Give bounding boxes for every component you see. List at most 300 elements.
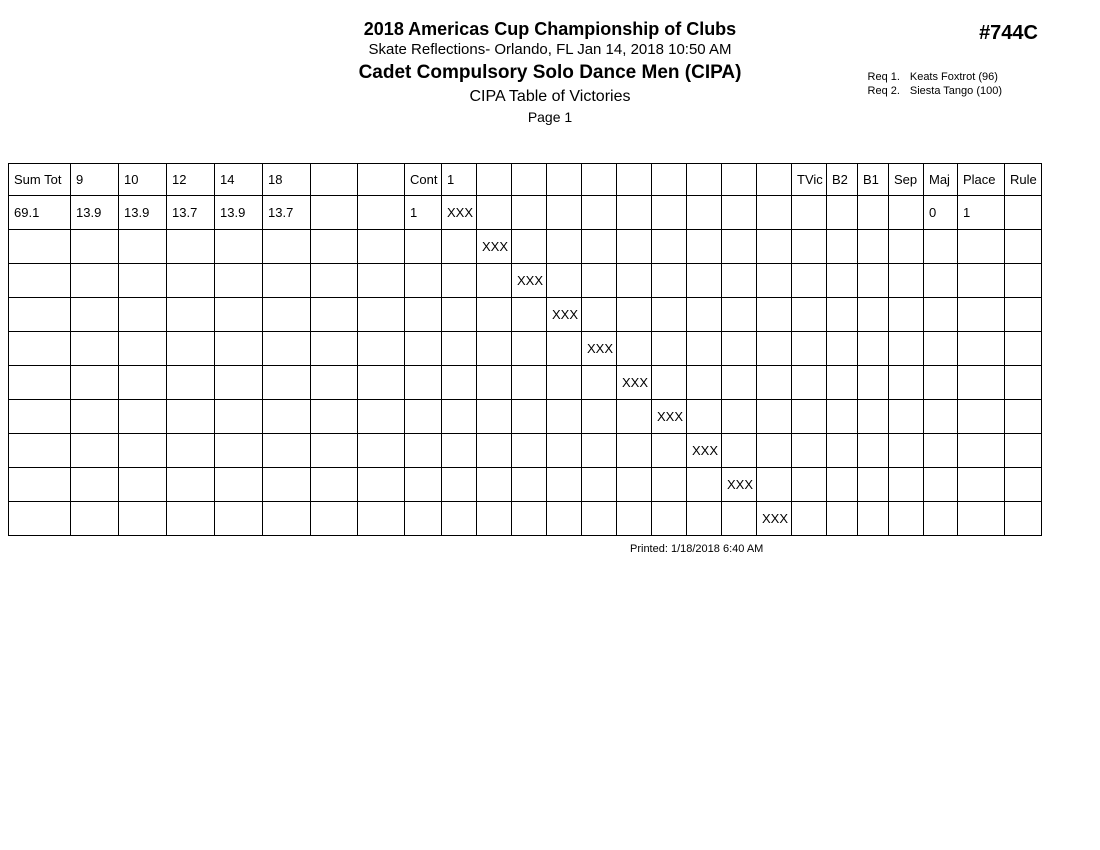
cell-maj xyxy=(924,264,958,298)
cell-c9 xyxy=(722,196,757,230)
column-header-b2: B2 xyxy=(827,164,858,196)
cell-blank1 xyxy=(311,230,358,264)
cell-sumtot xyxy=(9,468,71,502)
column-header-rule: Rule xyxy=(1005,164,1042,196)
cell-j10 xyxy=(119,468,167,502)
cell-sep xyxy=(889,196,924,230)
cell-j10 xyxy=(119,366,167,400)
cell-c10 xyxy=(757,298,792,332)
cell-tvic xyxy=(792,196,827,230)
cell-c9 xyxy=(722,366,757,400)
cell-sumtot xyxy=(9,298,71,332)
cell-c8: XXX xyxy=(687,434,722,468)
column-header-sumtot: Sum Tot xyxy=(9,164,71,196)
table-row xyxy=(9,264,1042,298)
cell-c6 xyxy=(617,298,652,332)
cell-j14 xyxy=(215,366,263,400)
cell-c7 xyxy=(652,298,687,332)
cell-c1: XXX xyxy=(442,196,477,230)
column-header-j12: 12 xyxy=(167,164,215,196)
column-header-sep: Sep xyxy=(889,164,924,196)
cell-blank2 xyxy=(358,196,405,230)
cell-place xyxy=(958,366,1005,400)
cell-c3 xyxy=(512,196,547,230)
cell-rule xyxy=(1005,298,1042,332)
requirement-item xyxy=(868,84,1002,98)
cell-maj xyxy=(924,332,958,366)
cell-c3 xyxy=(512,468,547,502)
cell-j14 xyxy=(215,468,263,502)
cell-j18 xyxy=(263,502,311,536)
cell-c10 xyxy=(757,230,792,264)
cell-j12 xyxy=(167,332,215,366)
cell-c3 xyxy=(512,230,547,264)
cell-j10 xyxy=(119,502,167,536)
column-header-j10: 10 xyxy=(119,164,167,196)
cell-b2 xyxy=(827,366,858,400)
cell-b2 xyxy=(827,434,858,468)
cell-c5 xyxy=(582,468,617,502)
cell-c2 xyxy=(477,400,512,434)
cell-rule xyxy=(1005,230,1042,264)
cell-place: 1 xyxy=(958,196,1005,230)
cell-rule xyxy=(1005,502,1042,536)
cell-j18 xyxy=(263,298,311,332)
cell-place xyxy=(958,332,1005,366)
cell-sumtot xyxy=(9,332,71,366)
table-row xyxy=(9,332,1042,366)
cell-j9 xyxy=(71,264,119,298)
cell-j9 xyxy=(71,434,119,468)
cell-place xyxy=(958,298,1005,332)
table-row xyxy=(9,366,1042,400)
cell-c4 xyxy=(547,366,582,400)
cell-rule xyxy=(1005,400,1042,434)
cell-c5 xyxy=(582,366,617,400)
cell-j12 xyxy=(167,434,215,468)
cell-j12 xyxy=(167,468,215,502)
cell-blank1 xyxy=(311,298,358,332)
cell-j12 xyxy=(167,366,215,400)
cell-j10 xyxy=(119,264,167,298)
cell-c10 xyxy=(757,434,792,468)
cell-c1 xyxy=(442,434,477,468)
report-subtitle: CIPA Table of Victories xyxy=(469,88,631,105)
cell-c6 xyxy=(617,196,652,230)
cell-maj xyxy=(924,400,958,434)
cell-tvic xyxy=(792,230,827,264)
cell-b2 xyxy=(827,298,858,332)
cell-b1 xyxy=(858,298,889,332)
cell-c9 xyxy=(722,264,757,298)
cell-c6 xyxy=(617,434,652,468)
cell-maj xyxy=(924,434,958,468)
cell-j10 xyxy=(119,434,167,468)
cell-b1 xyxy=(858,400,889,434)
cell-j12 xyxy=(167,264,215,298)
printed-timestamp: Printed: 1/18/2018 6:40 AM xyxy=(630,543,764,555)
cell-j9 xyxy=(71,298,119,332)
cell-j14 xyxy=(215,400,263,434)
cell-c4 xyxy=(547,332,582,366)
cell-place xyxy=(958,264,1005,298)
cell-c6 xyxy=(617,468,652,502)
cell-c9 xyxy=(722,434,757,468)
cell-j18 xyxy=(263,332,311,366)
cell-c1 xyxy=(442,298,477,332)
cell-c5 xyxy=(582,230,617,264)
competition-venue-datetime: Skate Reflections- Orlando, FL Jan 14, 2018 10:50 AM xyxy=(368,41,732,58)
cell-c7 xyxy=(652,264,687,298)
cell-blank2 xyxy=(358,264,405,298)
cell-c1 xyxy=(442,468,477,502)
cell-sep xyxy=(889,298,924,332)
cell-tvic xyxy=(792,332,827,366)
cell-c10: XXX xyxy=(757,502,792,536)
cell-c7 xyxy=(652,230,687,264)
cell-tvic xyxy=(792,400,827,434)
cell-c4: XXX xyxy=(547,298,582,332)
cell-blank2 xyxy=(358,298,405,332)
cell-place xyxy=(958,502,1005,536)
requirement-text: Keats Foxtrot (96) xyxy=(909,71,998,83)
cell-c4 xyxy=(547,434,582,468)
cell-c1 xyxy=(442,400,477,434)
cell-b2 xyxy=(827,468,858,502)
column-header-b1: B1 xyxy=(858,164,889,196)
cell-c5 xyxy=(582,196,617,230)
cell-c9 xyxy=(722,230,757,264)
cell-c2 xyxy=(477,434,512,468)
cell-tvic xyxy=(792,502,827,536)
cell-c7: XXX xyxy=(652,400,687,434)
cell-j18 xyxy=(263,400,311,434)
cell-cont: 1 xyxy=(405,196,442,230)
cell-j18 xyxy=(263,468,311,502)
cell-c3: XXX xyxy=(512,264,547,298)
cell-j18 xyxy=(263,434,311,468)
cell-j9 xyxy=(71,468,119,502)
cell-c6 xyxy=(617,400,652,434)
table-row xyxy=(9,468,1042,502)
cell-c5 xyxy=(582,298,617,332)
column-header-blank2 xyxy=(358,164,405,196)
cell-c3 xyxy=(512,434,547,468)
cell-c8 xyxy=(687,400,722,434)
requirement-text: Siesta Tango (100) xyxy=(909,85,1002,97)
cell-c8 xyxy=(687,264,722,298)
cell-c8 xyxy=(687,298,722,332)
cell-c8 xyxy=(687,502,722,536)
cell-sumtot xyxy=(9,366,71,400)
column-header-c9 xyxy=(722,164,757,196)
cell-sep xyxy=(889,468,924,502)
cell-j10 xyxy=(119,332,167,366)
column-header-j14: 14 xyxy=(215,164,263,196)
cell-c4 xyxy=(547,468,582,502)
cell-rule xyxy=(1005,434,1042,468)
cell-j10 xyxy=(119,298,167,332)
cell-sep xyxy=(889,366,924,400)
cell-b1 xyxy=(858,434,889,468)
cell-b2 xyxy=(827,264,858,298)
cell-sep xyxy=(889,434,924,468)
cell-blank2 xyxy=(358,366,405,400)
cell-sumtot xyxy=(9,230,71,264)
cell-c4 xyxy=(547,400,582,434)
cell-cont xyxy=(405,502,442,536)
cell-j12: 13.7 xyxy=(167,196,215,230)
cell-j9 xyxy=(71,332,119,366)
cell-c6 xyxy=(617,230,652,264)
cell-j14 xyxy=(215,502,263,536)
cell-rule xyxy=(1005,332,1042,366)
cell-b1 xyxy=(858,332,889,366)
cell-b1 xyxy=(858,230,889,264)
cell-c7 xyxy=(652,434,687,468)
cell-c7 xyxy=(652,502,687,536)
table-body xyxy=(9,196,1042,536)
cell-c2 xyxy=(477,298,512,332)
cell-c8 xyxy=(687,366,722,400)
column-header-maj: Maj xyxy=(924,164,958,196)
cell-blank2 xyxy=(358,332,405,366)
cell-j14: 13.9 xyxy=(215,196,263,230)
cell-rule xyxy=(1005,196,1042,230)
cell-j18 xyxy=(263,230,311,264)
cell-sumtot xyxy=(9,264,71,298)
cell-sep xyxy=(889,400,924,434)
cell-blank2 xyxy=(358,468,405,502)
cell-b2 xyxy=(827,196,858,230)
cell-place xyxy=(958,434,1005,468)
cell-j10 xyxy=(119,400,167,434)
cell-c6 xyxy=(617,502,652,536)
cell-c6 xyxy=(617,264,652,298)
cell-blank1 xyxy=(311,468,358,502)
requirement-label: Req xyxy=(867,85,888,97)
column-header-c8 xyxy=(687,164,722,196)
table-row xyxy=(9,400,1042,434)
cell-c9 xyxy=(722,298,757,332)
cell-blank2 xyxy=(358,400,405,434)
cell-b2 xyxy=(827,230,858,264)
cell-c8 xyxy=(687,196,722,230)
cell-j12 xyxy=(167,230,215,264)
competition-title: 2018 Americas Cup Championship of Clubs xyxy=(363,19,737,39)
cell-rule xyxy=(1005,468,1042,502)
cell-cont xyxy=(405,366,442,400)
cell-sep xyxy=(889,264,924,298)
cell-c7 xyxy=(652,468,687,502)
cell-place xyxy=(958,400,1005,434)
cell-c10 xyxy=(757,264,792,298)
cell-maj xyxy=(924,468,958,502)
cell-maj xyxy=(924,230,958,264)
cell-place xyxy=(958,230,1005,264)
table-header-row xyxy=(9,164,1042,196)
column-header-j18: 18 xyxy=(263,164,311,196)
cell-c9 xyxy=(722,332,757,366)
cell-blank2 xyxy=(358,502,405,536)
requirement-item xyxy=(868,70,1002,84)
cell-c1 xyxy=(442,230,477,264)
cell-c4 xyxy=(547,264,582,298)
cell-c2 xyxy=(477,502,512,536)
column-header-blank1 xyxy=(311,164,358,196)
column-header-c6 xyxy=(617,164,652,196)
cell-maj: 0 xyxy=(924,196,958,230)
cell-j10 xyxy=(119,230,167,264)
table-row xyxy=(9,502,1042,536)
requirement-number: 2. xyxy=(890,85,900,97)
cell-c2 xyxy=(477,196,512,230)
cell-place xyxy=(958,468,1005,502)
cell-j9 xyxy=(71,502,119,536)
cell-j9 xyxy=(71,366,119,400)
cell-c3 xyxy=(512,332,547,366)
cell-blank2 xyxy=(358,434,405,468)
cell-blank1 xyxy=(311,366,358,400)
cell-c5 xyxy=(582,400,617,434)
cell-maj xyxy=(924,298,958,332)
cell-cont xyxy=(405,264,442,298)
cell-blank1 xyxy=(311,502,358,536)
cell-c10 xyxy=(757,366,792,400)
cell-sep xyxy=(889,502,924,536)
cell-cont xyxy=(405,230,442,264)
cell-cont xyxy=(405,468,442,502)
cell-c6 xyxy=(617,332,652,366)
cell-c5 xyxy=(582,434,617,468)
cell-blank1 xyxy=(311,400,358,434)
cell-c7 xyxy=(652,332,687,366)
cell-sumtot: 69.1 xyxy=(9,196,71,230)
cell-c4 xyxy=(547,502,582,536)
cell-c6: XXX xyxy=(617,366,652,400)
cell-c5: XXX xyxy=(582,332,617,366)
cell-c7 xyxy=(652,196,687,230)
cell-tvic xyxy=(792,366,827,400)
cell-j14 xyxy=(215,230,263,264)
cell-c1 xyxy=(442,332,477,366)
cell-c1 xyxy=(442,366,477,400)
cell-c8 xyxy=(687,230,722,264)
cell-b1 xyxy=(858,264,889,298)
column-header-j9: 9 xyxy=(71,164,119,196)
cell-maj xyxy=(924,366,958,400)
cell-sumtot xyxy=(9,434,71,468)
cell-cont xyxy=(405,400,442,434)
cell-blank2 xyxy=(358,230,405,264)
cell-cont xyxy=(405,434,442,468)
cell-b2 xyxy=(827,502,858,536)
column-header-c2 xyxy=(477,164,512,196)
cell-c1 xyxy=(442,502,477,536)
table-head xyxy=(9,164,1042,196)
cell-tvic xyxy=(792,298,827,332)
cell-b1 xyxy=(858,468,889,502)
table-row xyxy=(9,434,1042,468)
column-header-c1: 1 xyxy=(442,164,477,196)
cell-rule xyxy=(1005,366,1042,400)
event-number: #744C xyxy=(979,22,1038,44)
cell-j18: 13.7 xyxy=(263,196,311,230)
cell-c5 xyxy=(582,502,617,536)
cell-c10 xyxy=(757,468,792,502)
cell-c3 xyxy=(512,502,547,536)
cell-c3 xyxy=(512,400,547,434)
column-header-c7 xyxy=(652,164,687,196)
table-row xyxy=(9,196,1042,230)
cell-c2 xyxy=(477,264,512,298)
cell-c1 xyxy=(442,264,477,298)
cell-tvic xyxy=(792,434,827,468)
cell-c10 xyxy=(757,400,792,434)
cell-blank1 xyxy=(311,332,358,366)
cell-b1 xyxy=(858,366,889,400)
column-header-c3 xyxy=(512,164,547,196)
cell-c9 xyxy=(722,400,757,434)
cell-b2 xyxy=(827,400,858,434)
cell-j9: 13.9 xyxy=(71,196,119,230)
cell-j9 xyxy=(71,230,119,264)
requirement-label: Req xyxy=(867,71,888,83)
cell-j9 xyxy=(71,400,119,434)
cell-j18 xyxy=(263,366,311,400)
cell-j12 xyxy=(167,298,215,332)
cell-j18 xyxy=(263,264,311,298)
table-of-victories xyxy=(8,163,1042,536)
cell-j14 xyxy=(215,298,263,332)
requirements-list xyxy=(868,70,1002,98)
cell-c5 xyxy=(582,264,617,298)
table-row xyxy=(9,298,1042,332)
column-header-c5 xyxy=(582,164,617,196)
cell-tvic xyxy=(792,264,827,298)
cell-blank1 xyxy=(311,196,358,230)
cell-maj xyxy=(924,502,958,536)
cell-c9: XXX xyxy=(722,468,757,502)
cell-j10: 13.9 xyxy=(119,196,167,230)
column-header-c10 xyxy=(757,164,792,196)
cell-j14 xyxy=(215,264,263,298)
cell-c3 xyxy=(512,366,547,400)
cell-sep xyxy=(889,332,924,366)
column-header-cont: Cont xyxy=(405,164,442,196)
cell-cont xyxy=(405,332,442,366)
cell-c8 xyxy=(687,468,722,502)
cell-c10 xyxy=(757,196,792,230)
cell-c9 xyxy=(722,502,757,536)
cell-j14 xyxy=(215,434,263,468)
cell-c7 xyxy=(652,366,687,400)
cell-c2 xyxy=(477,468,512,502)
cell-blank1 xyxy=(311,434,358,468)
cell-rule xyxy=(1005,264,1042,298)
cell-c4 xyxy=(547,196,582,230)
column-header-c4 xyxy=(547,164,582,196)
requirement-number: 1. xyxy=(890,71,900,83)
cell-c10 xyxy=(757,332,792,366)
cell-cont xyxy=(405,298,442,332)
cell-b2 xyxy=(827,332,858,366)
cell-c2: XXX xyxy=(477,230,512,264)
event-name: Cadet Compulsory Solo Dance Men (CIPA) xyxy=(358,62,742,83)
cell-sep xyxy=(889,230,924,264)
victories-table xyxy=(8,163,1042,536)
column-header-place: Place xyxy=(958,164,1005,196)
